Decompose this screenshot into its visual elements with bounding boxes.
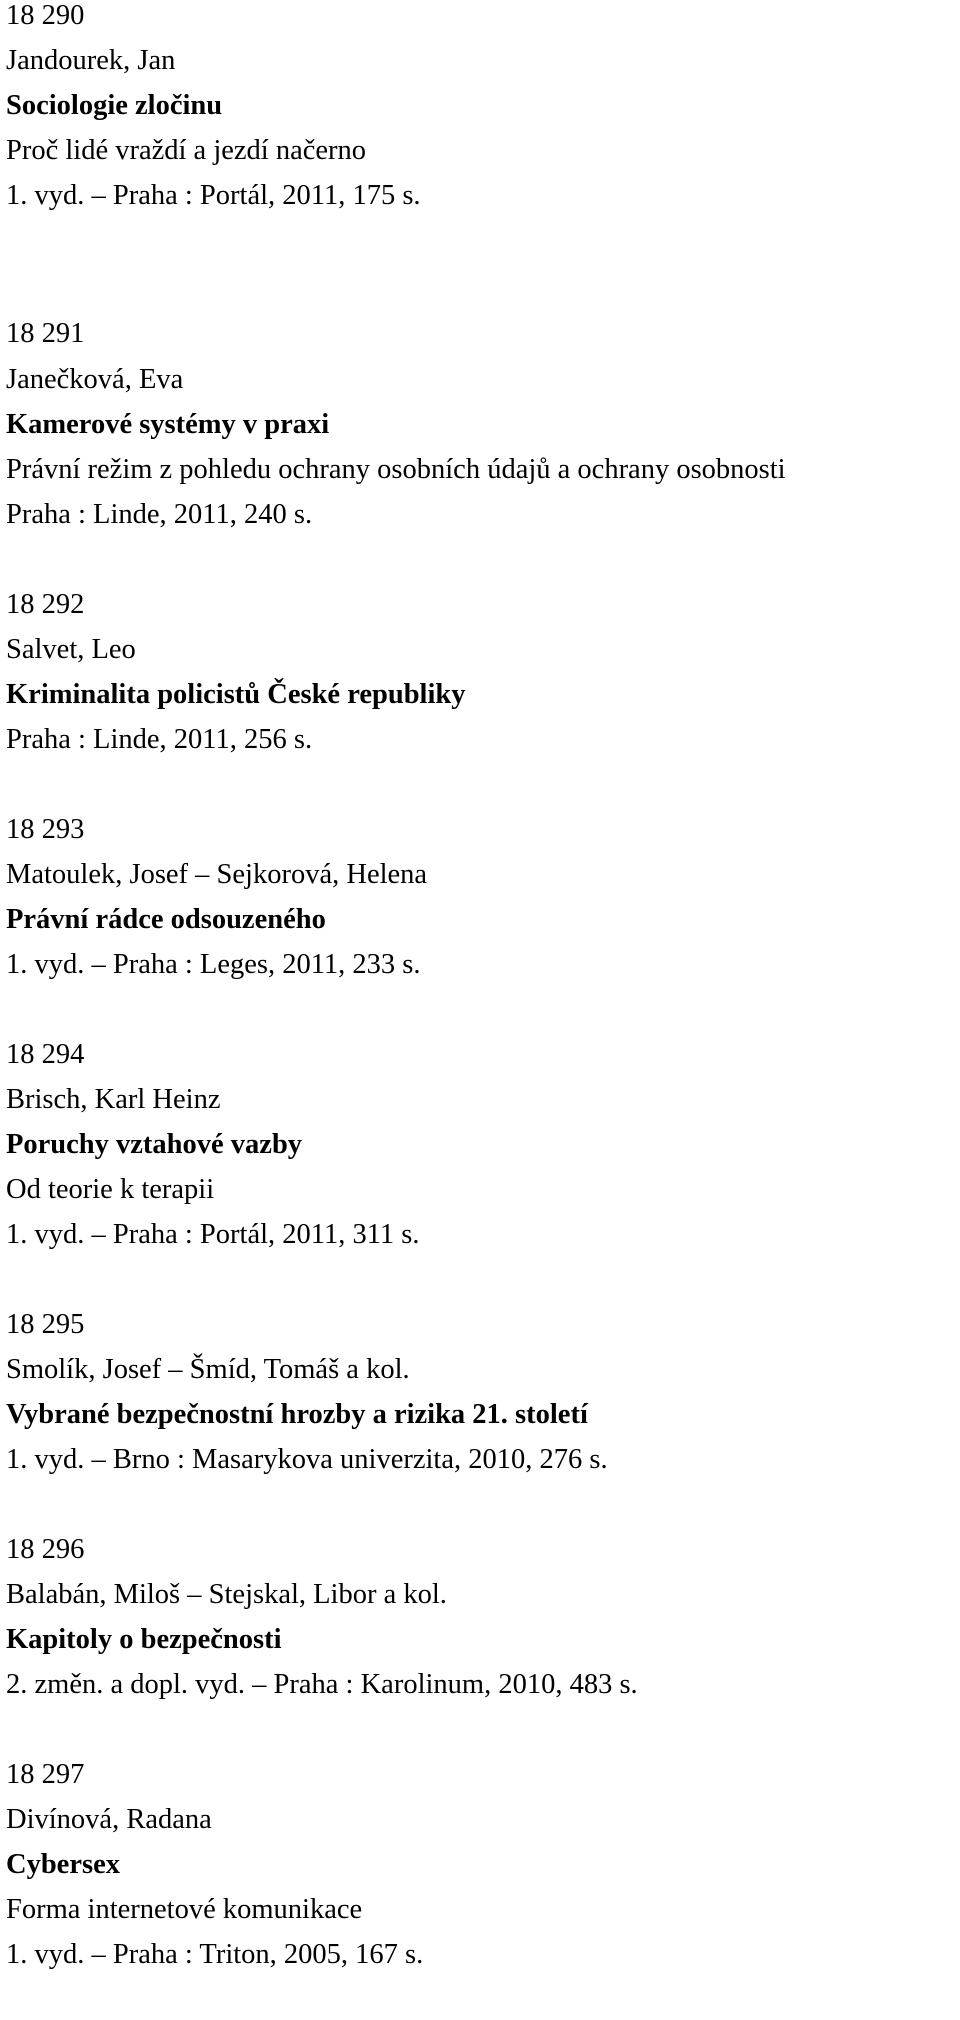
entry-author: Smolík, Josef – Šmíd, Tomáš a kol.	[6, 1354, 410, 1385]
entry-author: Divínová, Radana	[6, 1804, 212, 1835]
entry-subtitle: Proč lidé vraždí a jezdí načerno	[6, 135, 367, 166]
entry-number: 18 295	[6, 1309, 85, 1340]
entry-publication: 1. vyd. – Brno : Masarykova univerzita, 2010, 276 s.	[6, 1444, 608, 1475]
entry-author: Salvet, Leo	[6, 634, 136, 665]
entry-subtitle: Právní režim z pohledu ochrany osobních údajů a ochrany osobnosti	[6, 454, 786, 485]
entry-number: 18 296	[6, 1534, 85, 1565]
entry-number: 18 291	[6, 318, 85, 349]
entry-publication: 1. vyd. – Praha : Leges, 2011, 233 s.	[6, 949, 421, 980]
entry-number: 18 294	[6, 1039, 85, 1070]
entry-author: Janečková, Eva	[6, 364, 184, 395]
entry-number: 18 293	[6, 814, 85, 845]
entry-subtitle: Od teorie k terapii	[6, 1174, 215, 1205]
entry-publication: 1. vyd. – Praha : Triton, 2005, 167 s.	[6, 1939, 424, 1970]
entry-publication: 2. změn. a dopl. vyd. – Praha : Karolinum, 2010, 483 s.	[6, 1669, 638, 1700]
entry-publication: 1. vyd. – Praha : Portál, 2011, 175 s.	[6, 180, 421, 211]
entry-title: Vybrané bezpečnostní hrozby a rizika 21. století	[6, 1399, 588, 1430]
entry-title: Poruchy vztahové vazby	[6, 1129, 303, 1160]
entry-title: Kamerové systémy v praxi	[6, 409, 330, 440]
entry-number: 18 290	[6, 0, 85, 31]
entry-number: 18 297	[6, 1759, 85, 1790]
entry-author: Matoulek, Josef – Sejkorová, Helena	[6, 859, 428, 890]
entry-title: Kapitoly o bezpečnosti	[6, 1624, 282, 1655]
entry-title: Sociologie zločinu	[6, 90, 223, 121]
entry-title: Cybersex	[6, 1849, 120, 1880]
entry-title: Kriminalita policistů České republiky	[6, 679, 466, 710]
entry-number: 18 292	[6, 589, 85, 620]
entry-subtitle: Forma internetové komunikace	[6, 1894, 363, 1925]
entry-title: Právní rádce odsouzeného	[6, 904, 326, 935]
entry-publication: Praha : Linde, 2011, 240 s.	[6, 499, 313, 530]
entry-author: Brisch, Karl Heinz	[6, 1084, 221, 1115]
entry-publication: Praha : Linde, 2011, 256 s.	[6, 724, 313, 755]
entry-author: Jandourek, Jan	[6, 45, 176, 76]
entry-author: Balabán, Miloš – Stejskal, Libor a kol.	[6, 1579, 447, 1610]
entry-publication: 1. vyd. – Praha : Portál, 2011, 311 s.	[6, 1219, 420, 1250]
